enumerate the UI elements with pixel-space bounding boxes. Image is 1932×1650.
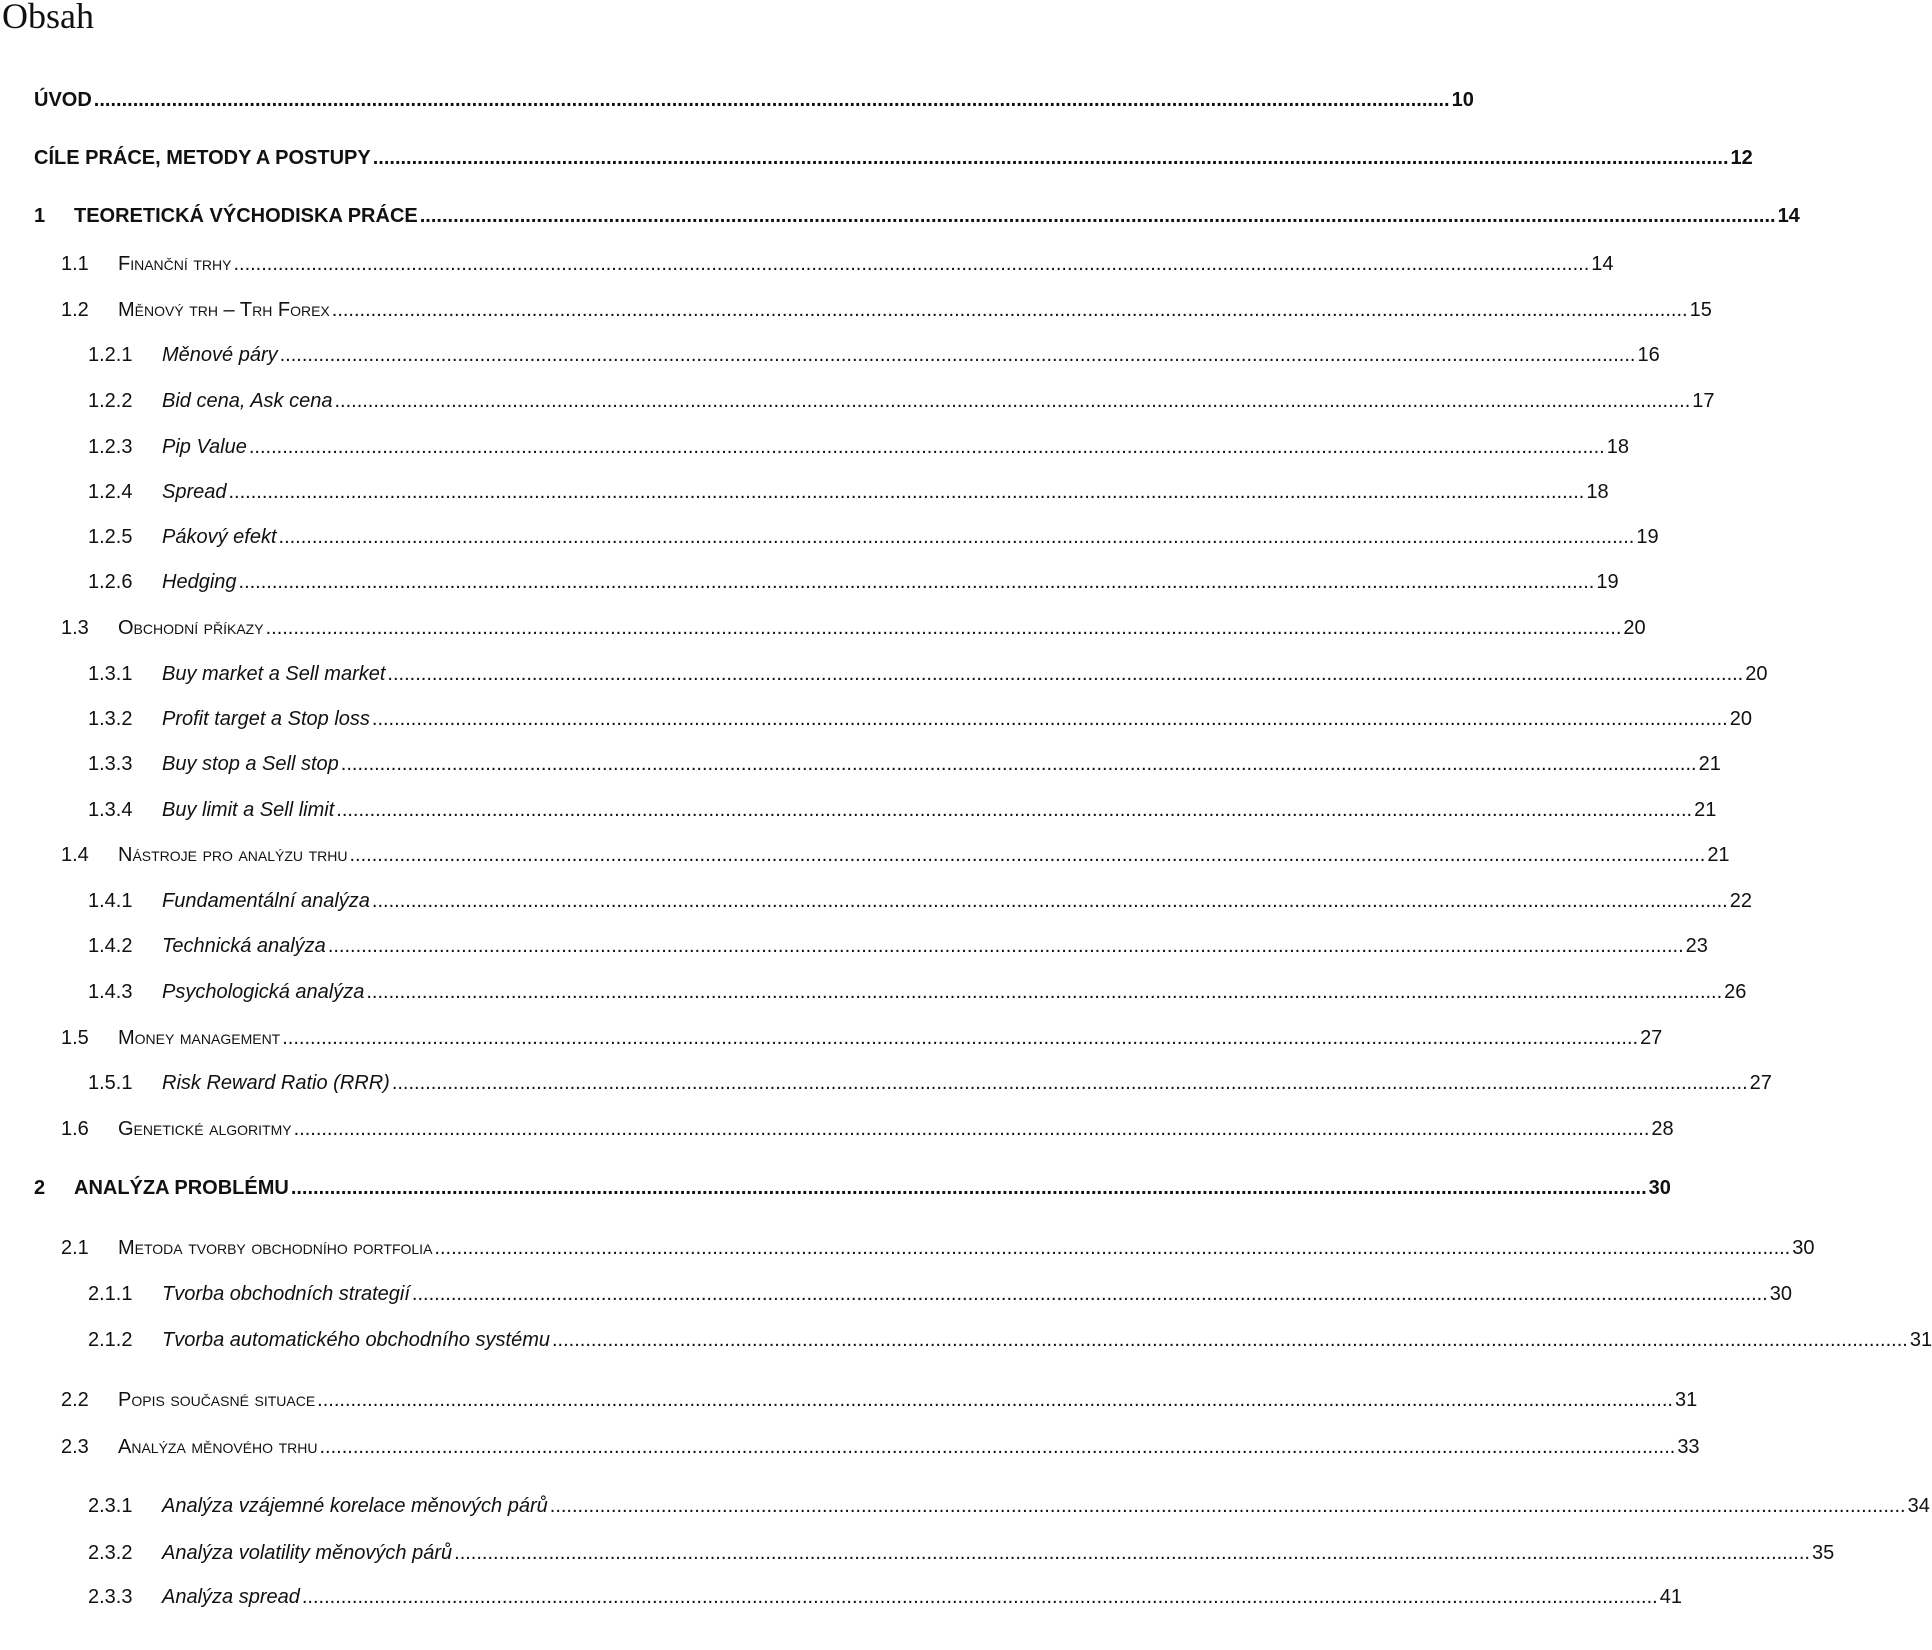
toc-leader-dots: .................................................................................................................................................................................................................................................... <box>419 205 1776 227</box>
toc-entry[interactable] <box>0 340 1660 370</box>
toc-leader-dots: .................................................................................................................................................................................................................................................... <box>327 935 1684 957</box>
toc-leader-dots: .................................................................................................................................................................................................................................................... <box>293 1118 1650 1140</box>
toc-leader-dots: .................................................................................................................................................................................................................................................... <box>233 253 1590 275</box>
toc-entry-number: 1.2.4 <box>88 481 133 503</box>
toc-leader-dots: .................................................................................................................................................................................................................................................... <box>387 663 1744 685</box>
toc-entry-page-number: 14 <box>1591 253 1614 275</box>
toc-entry-number: 1.2.3 <box>88 436 133 458</box>
toc-entry-page-number: 33 <box>1677 1436 1700 1458</box>
toc-entry-page-number: 12 <box>1730 147 1753 169</box>
toc-leader-dots: .................................................................................................................................................................................................................................................... <box>238 571 1595 593</box>
toc-entry-page-number: 30 <box>1792 1237 1815 1259</box>
toc-entry-title: Analýza spread <box>162 1586 300 1608</box>
toc-leader-dots: .................................................................................................................................................................................................................................................... <box>434 1237 1791 1259</box>
toc-entry-number: 1.3 <box>61 617 89 639</box>
toc-entry-title: Měnový trh – Trh Forex <box>118 299 330 321</box>
toc-leader-dots: .................................................................................................................................................................................................................................................... <box>334 390 1691 412</box>
toc-leader-dots: .................................................................................................................................................................................................................................................... <box>265 617 1622 639</box>
toc-leader-dots: .................................................................................................................................................................................................................................................... <box>340 753 1697 775</box>
toc-entry-title: Nástroje pro analýzu trhu <box>118 844 348 866</box>
toc-leader-dots: .................................................................................................................................................................................................................................................... <box>279 344 1636 366</box>
toc-leader-dots: .................................................................................................................................................................................................................................................... <box>248 436 1605 458</box>
toc-entry-number: 1.4.2 <box>88 935 133 957</box>
toc-leader-dots: .................................................................................................................................................................................................................................................... <box>301 1586 1658 1608</box>
toc-leader-dots: .................................................................................................................................................................................................................................................... <box>549 1495 1906 1517</box>
toc-entry[interactable] <box>0 295 1712 325</box>
toc-entry[interactable] <box>0 1279 1792 1309</box>
toc-entry-page-number: 16 <box>1637 344 1660 366</box>
toc-entry[interactable] <box>0 840 1730 870</box>
toc-entry[interactable] <box>0 1432 1700 1462</box>
toc-entry-number: 2.3.3 <box>88 1586 133 1608</box>
toc-entry-title: Hedging <box>162 571 237 593</box>
toc-leader-dots: .................................................................................................................................................................................................................................................... <box>366 981 1723 1003</box>
toc-entry-number: 1.2.6 <box>88 571 133 593</box>
toc-entry-page-number: 30 <box>1648 1177 1671 1199</box>
toc-entry-number: 2 <box>34 1177 46 1199</box>
toc-entry-title: Tvorba obchodních strategií <box>162 1283 410 1305</box>
toc-entry-page-number: 15 <box>1689 299 1712 321</box>
toc-entry-title: Pip Value <box>162 436 247 458</box>
toc-entry[interactable] <box>0 1114 1674 1144</box>
toc-entry-number: 1.6 <box>61 1118 89 1140</box>
toc-entry-page-number: 27 <box>1749 1072 1772 1094</box>
toc-entry-title: Money management <box>118 1027 281 1049</box>
toc-entry-title: Analýza vzájemné korelace měnových párů <box>162 1495 548 1517</box>
toc-entry-page-number: 23 <box>1685 935 1708 957</box>
toc-entry-title: Profit target a Stop loss <box>162 708 370 730</box>
toc-entry-number: 1.4.3 <box>88 981 133 1003</box>
toc-entry-page-number: 21 <box>1694 799 1717 821</box>
toc-entry-number: 1.3.1 <box>88 663 133 685</box>
toc-entry-title: Měnové páry <box>162 344 278 366</box>
toc-entry[interactable] <box>0 432 1629 462</box>
toc-entry-page-number: 22 <box>1729 890 1752 912</box>
toc-leader-dots: .................................................................................................................................................................................................................................................... <box>371 708 1728 730</box>
toc-entry-title: Analýza měnového trhu <box>118 1436 318 1458</box>
toc-entry-title: Obchodní příkazy <box>118 617 264 639</box>
toc-entry-number: 1.2.1 <box>88 344 133 366</box>
toc-entry-page-number: 41 <box>1659 1586 1682 1608</box>
toc-entry-title: Spread <box>162 481 227 503</box>
toc-entry[interactable] <box>0 704 1752 734</box>
toc-entry-page-number: 20 <box>1729 708 1752 730</box>
toc-entry-title: ÚVOD <box>34 89 92 111</box>
toc-entry-number: 2.3.1 <box>88 1495 133 1517</box>
toc-entry-page-number: 10 <box>1451 89 1474 111</box>
toc-entry[interactable] <box>0 1173 1671 1203</box>
toc-entry-title: Tvorba automatického obchodního systému <box>162 1329 550 1351</box>
toc-entry-page-number: 20 <box>1623 617 1646 639</box>
toc-entry-number: 1.2.5 <box>88 526 133 548</box>
toc-entry[interactable] <box>0 249 1614 279</box>
toc-entry-title: Psychologická analýza <box>162 981 365 1003</box>
toc-entry[interactable] <box>0 1582 1682 1612</box>
toc-entry[interactable] <box>0 886 1752 916</box>
toc-entry-number: 1.4.1 <box>88 890 133 912</box>
toc-entry-number: 1.3.4 <box>88 799 133 821</box>
toc-entry[interactable] <box>0 931 1708 961</box>
toc-entry-number: 2.2 <box>61 1389 89 1411</box>
toc-entry[interactable] <box>0 386 1715 416</box>
toc-leader-dots: .................................................................................................................................................................................................................................................... <box>371 890 1728 912</box>
toc-entry[interactable] <box>0 1023 1663 1053</box>
toc-entry[interactable] <box>0 613 1646 643</box>
toc-entry-page-number: 17 <box>1692 390 1715 412</box>
toc-entry[interactable] <box>0 1491 1930 1521</box>
toc-entry-number: 1.3.3 <box>88 753 133 775</box>
toc-entry-title: Bid cena, Ask cena <box>162 390 333 412</box>
toc-entry-number: 1.2.2 <box>88 390 133 412</box>
toc-entry-page-number: 31 <box>1674 1389 1698 1411</box>
toc-entry-page-number: 26 <box>1724 981 1747 1003</box>
toc-entry-title: Analýza volatility měnových párů <box>162 1542 453 1564</box>
toc-entry-title: Buy market a Sell market <box>162 663 386 685</box>
toc-entry-page-number: 14 <box>1777 205 1800 227</box>
toc-entry-page-number: 19 <box>1636 526 1659 548</box>
toc-entry-title: CÍLE PRÁCE, METODY A POSTUPY <box>34 147 371 169</box>
toc-leader-dots: .................................................................................................................................................................................................................................................... <box>290 1177 1647 1199</box>
toc-entry-page-number: 21 <box>1698 753 1721 775</box>
toc-entry-page-number: 19 <box>1596 571 1619 593</box>
toc-entry-number: 2.1.2 <box>88 1329 133 1351</box>
toc-entry[interactable] <box>0 201 1800 231</box>
toc-entry-number: 2.3 <box>61 1436 89 1458</box>
toc-entry-title: Popis současné situace <box>118 1389 316 1411</box>
toc-entry[interactable] <box>0 143 1753 173</box>
toc-leader-dots: .................................................................................................................................................................................................................................................... <box>336 799 1693 821</box>
toc-entry-number: 1.3.2 <box>88 708 133 730</box>
toc-leader-dots: .................................................................................................................................................................................................................................................... <box>319 1436 1676 1458</box>
toc-entry[interactable] <box>0 85 1474 115</box>
toc-entry[interactable] <box>0 1385 1698 1415</box>
toc-leader-dots: .................................................................................................................................................................................................................................................... <box>372 147 1729 169</box>
toc-entry-title: Technická analýza <box>162 935 326 957</box>
toc-leader-dots: .................................................................................................................................................................................................................................................... <box>331 299 1688 321</box>
toc-entry-page-number: 28 <box>1651 1118 1674 1140</box>
toc-entry[interactable] <box>0 477 1609 507</box>
toc-entry-title: TEORETICKÁ VÝCHODISKA PRÁCE <box>74 205 418 227</box>
toc-entry[interactable] <box>0 522 1659 552</box>
toc-entry-number: 1.2 <box>61 299 89 321</box>
toc-leader-dots: .................................................................................................................................................................................................................................................... <box>282 1027 1639 1049</box>
toc-leader-dots: .................................................................................................................................................................................................................................................... <box>93 89 1450 111</box>
toc-entry[interactable] <box>0 749 1721 779</box>
toc-leader-dots: .................................................................................................................................................................................................................................................... <box>228 481 1585 503</box>
toc-entry[interactable] <box>0 1233 1815 1263</box>
toc-entry-title: Buy limit a Sell limit <box>162 799 335 821</box>
toc-entry[interactable] <box>0 659 1768 689</box>
toc-entry-title: Fundamentální analýza <box>162 890 370 912</box>
toc-entry[interactable] <box>0 567 1619 597</box>
toc-entry-page-number: 30 <box>1769 1283 1792 1305</box>
toc-entry-title: Genetické algoritmy <box>118 1118 292 1140</box>
toc-leader-dots: .................................................................................................................................................................................................................................................... <box>391 1072 1748 1094</box>
toc-entry-page-number: 21 <box>1707 844 1730 866</box>
toc-leader-dots: .................................................................................................................................................................................................................................................... <box>317 1389 1673 1411</box>
toc-entry[interactable] <box>0 1068 1772 1098</box>
toc-leader-dots: .................................................................................................................................................................................................................................................... <box>454 1542 1810 1564</box>
toc-entry-title: ANALÝZA PROBLÉMU <box>74 1177 289 1199</box>
toc-entry-number: 1.4 <box>61 844 89 866</box>
toc-entry-title: Finanční trhy <box>118 253 232 275</box>
toc-entry[interactable] <box>0 1325 1932 1355</box>
toc-entry-page-number: 20 <box>1745 663 1768 685</box>
toc-leader-dots: .................................................................................................................................................................................................................................................... <box>349 844 1706 866</box>
toc-entry-page-number: 34 <box>1907 1495 1930 1517</box>
toc-entry-number: 2.1 <box>61 1237 89 1259</box>
toc-entry-number: 1 <box>34 205 46 227</box>
toc-entry[interactable] <box>0 795 1717 825</box>
toc-entry-title: Risk Reward Ratio (RRR) <box>162 1072 390 1094</box>
toc-entry-number: 1.5 <box>61 1027 89 1049</box>
toc-entry-page-number: 35 <box>1811 1542 1835 1564</box>
toc-entry[interactable] <box>0 1538 1835 1568</box>
toc-entry-page-number: 31 <box>1909 1329 1932 1351</box>
toc-entry-number: 1.5.1 <box>88 1072 133 1094</box>
toc-leader-dots: .................................................................................................................................................................................................................................................... <box>278 526 1635 548</box>
toc-entry-title: Metoda tvorby obchodního portfolia <box>118 1237 433 1259</box>
toc-entry-number: 2.1.1 <box>88 1283 133 1305</box>
toc-entry-title: Pákový efekt <box>162 526 277 548</box>
toc-entry-title: Buy stop a Sell stop <box>162 753 339 775</box>
toc-entry-number: 1.1 <box>61 253 89 275</box>
toc-entry-page-number: 27 <box>1640 1027 1663 1049</box>
toc-leader-dots: .................................................................................................................................................................................................................................................... <box>411 1283 1768 1305</box>
toc-entry-page-number: 18 <box>1586 481 1609 503</box>
toc-leader-dots: .................................................................................................................................................................................................................................................... <box>552 1329 1908 1351</box>
page-title: Obsah <box>2 0 94 36</box>
toc-entry[interactable] <box>0 977 1747 1007</box>
toc-entry-number: 2.3.2 <box>88 1542 133 1564</box>
toc-entry-page-number: 18 <box>1606 436 1629 458</box>
